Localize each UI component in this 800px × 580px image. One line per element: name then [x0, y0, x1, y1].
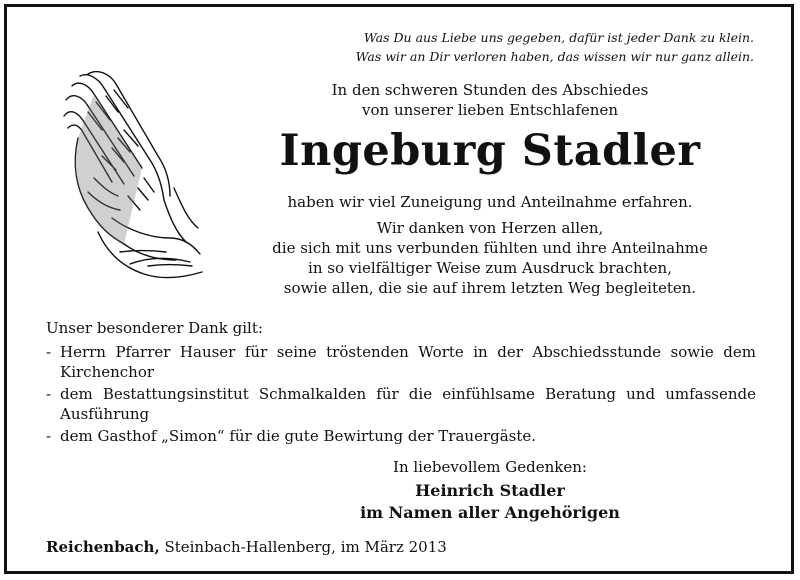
signer-name: Heinrich Stadler	[415, 481, 565, 500]
thanks-line-3: in so vielfältiger Weise zum Ausdruck brachten,	[308, 259, 672, 277]
thanks-line-2: die sich mit uns verbunden fühlten und ihre Anteilnahme	[272, 239, 708, 257]
place-town: Reichenbach,	[46, 538, 160, 556]
deceased-name: Ingeburg Stadler	[279, 126, 701, 176]
place-rest: Steinbach-Hallenberg, im März 2013	[159, 538, 447, 556]
motto-line-1: Was Du aus Liebe uns gegeben, dafür ist jeder Dank zu klein.	[363, 30, 754, 45]
motto-verse	[356, 28, 754, 66]
intro-text	[240, 80, 740, 120]
list-item	[46, 426, 756, 446]
signer-relation: im Namen aller Angehörigen	[360, 503, 620, 522]
list-item	[46, 384, 756, 424]
list-dash: -	[46, 343, 52, 361]
list-item-text: dem Bestattungsinstitut Schmalkalden für die einfühlsame Beratung und umfassende Ausführung	[60, 385, 756, 423]
memory-line: In liebevollem Gedenken:	[393, 458, 587, 476]
list-dash: -	[46, 385, 52, 403]
after-name-text: haben wir viel Zuneigung und Anteilnahme erfahren.	[287, 193, 693, 211]
special-thanks	[46, 318, 756, 448]
list-dash: -	[46, 427, 52, 445]
intro-line-2: von unserer lieben Entschlafenen	[362, 101, 618, 119]
praying-hands-icon	[58, 68, 208, 283]
list-item	[46, 342, 756, 382]
list-item-text: Herrn Pfarrer Hauser für seine tröstenden Worte in der Abschiedsstunde sowie dem Kirchenchor	[60, 343, 756, 381]
thanks-line-1: Wir danken von Herzen allen,	[376, 219, 604, 237]
special-thanks-title: Unser besonderer Dank gilt:	[46, 319, 263, 337]
thanks-text	[240, 218, 740, 298]
list-item-text: dem Gasthof „Simon“ für die gute Bewirtung der Trauergäste.	[60, 427, 537, 445]
motto-line-2: Was wir an Dir verloren haben, das wissen wir nur ganz allein.	[355, 49, 754, 64]
place-date	[46, 538, 447, 556]
intro-line-1: In den schweren Stunden des Abschiedes	[331, 81, 649, 99]
thanks-line-4: sowie allen, die sie auf ihrem letzten Weg begleiteten.	[283, 279, 697, 297]
